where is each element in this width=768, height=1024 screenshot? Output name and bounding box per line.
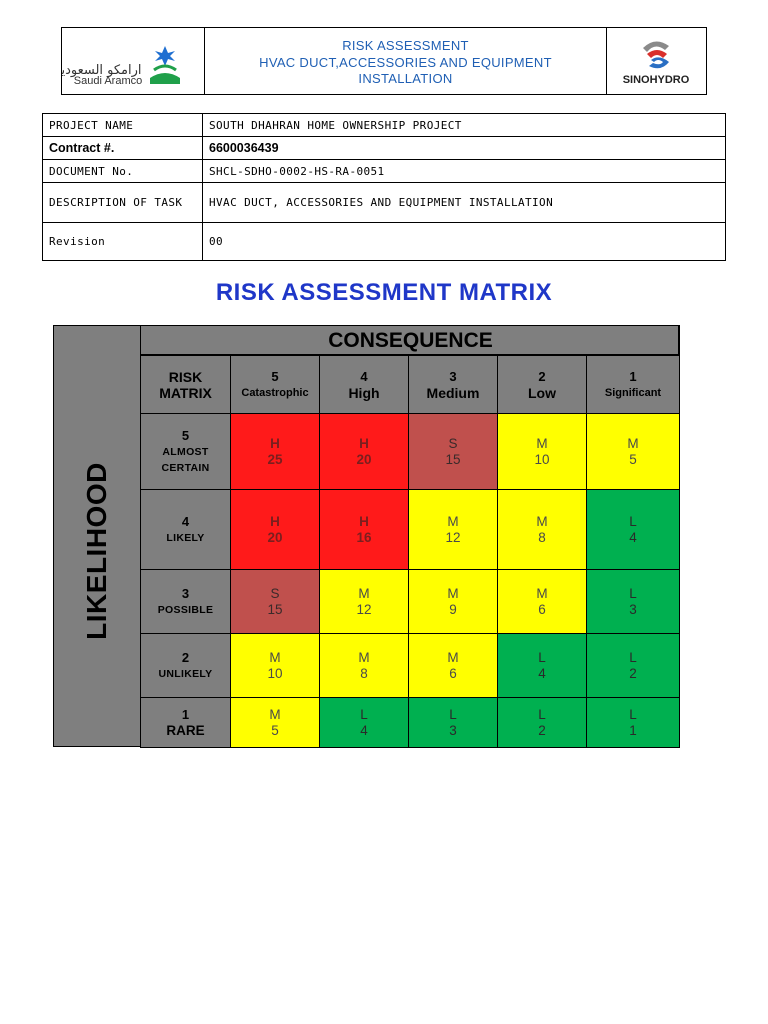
likelihood-row-header (140, 697, 231, 748)
risk-cell-content (498, 586, 586, 618)
risk-score: 12 (356, 601, 372, 617)
consequence-word: Medium (426, 384, 480, 401)
risk-cell-content (231, 707, 319, 739)
risk-cell-content (409, 650, 497, 682)
risk-score: 9 (449, 601, 457, 617)
risk-rating: M (358, 649, 370, 665)
risk-score: 10 (534, 451, 550, 467)
risk-cell (408, 413, 498, 490)
risk-score: 20 (267, 529, 283, 545)
risk-cell (586, 413, 680, 490)
risk-cell-content (409, 586, 497, 618)
risk-cell (586, 569, 680, 634)
consequence-column-header (319, 355, 409, 414)
risk-cell (230, 697, 320, 748)
risk-rating: M (269, 706, 281, 722)
consequence-column-header (497, 355, 587, 414)
risk-cell-content (587, 707, 679, 739)
likelihood-row-header-content (141, 514, 230, 546)
risk-cell (497, 633, 587, 698)
risk-cell-content (587, 586, 679, 618)
info-row (43, 137, 726, 160)
risk-rating: L (538, 706, 546, 722)
risk-cell-content (587, 436, 679, 468)
consequence-word: Significant (604, 386, 662, 399)
risk-score: 4 (360, 722, 368, 738)
likelihood-word: ALMOST (162, 445, 209, 458)
consequence-column-header-content (498, 369, 586, 401)
risk-rating: S (270, 585, 280, 601)
risk-score: 5 (629, 451, 637, 467)
risk-cell (319, 633, 409, 698)
risk-cell-content (409, 436, 497, 468)
likelihood-number: 2 (181, 649, 190, 665)
likelihood-row-header-content (141, 428, 230, 476)
risk-score: 5 (271, 722, 279, 738)
risk-cell-content (320, 436, 408, 468)
consequence-number: 4 (360, 368, 368, 384)
saudi-aramco-logo (62, 28, 205, 94)
risk-cell-content (409, 514, 497, 546)
consequence-word: Low (528, 384, 556, 401)
risk-cell-content (320, 650, 408, 682)
consequence-word: Catastrophic (241, 386, 309, 399)
likelihood-number: 1 (181, 706, 190, 722)
likelihood-row-header-content (141, 707, 230, 739)
likelihood-axis (54, 355, 140, 746)
likelihood-row-header-content (141, 650, 230, 682)
risk-rating: L (629, 585, 637, 601)
risk-cell (497, 413, 587, 490)
risk-cell-content (498, 650, 586, 682)
risk-score: 16 (356, 529, 372, 545)
likelihood-label: LIKELIHOOD (81, 461, 112, 640)
title-line-2: HVAC DUCT,ACCESSORIES AND EQUIPMENT (259, 54, 552, 70)
document-title (205, 38, 606, 88)
risk-rating: M (358, 585, 370, 601)
risk-rating: M (447, 513, 459, 529)
corner-label: MATRIX (159, 384, 212, 401)
svg-text:Saudi Aramco: Saudi Aramco (73, 75, 143, 87)
risk-cell-content (320, 514, 408, 546)
title-line-1: RISK ASSESSMENT (342, 38, 469, 53)
risk-cell (319, 569, 409, 634)
svg-text:SINOHYDRO: SINOHYDRO (622, 74, 690, 86)
risk-cell-content (320, 707, 408, 739)
likelihood-word: CERTAIN (161, 461, 210, 474)
risk-cell (408, 633, 498, 698)
header-edge (678, 326, 680, 355)
risk-matrix-corner (140, 355, 231, 414)
risk-cell (319, 489, 409, 570)
risk-score: 25 (267, 451, 283, 467)
risk-score: 15 (445, 451, 461, 467)
info-label: Contract #. (43, 137, 203, 160)
document-header (61, 27, 707, 95)
consequence-column-header-content (409, 369, 497, 401)
consequence-column-header (586, 355, 680, 414)
svg-text:ارامكو السعودية: ارامكو السعودية (62, 63, 142, 78)
info-value: SOUTH DHAHRAN HOME OWNERSHIP PROJECT (203, 114, 726, 137)
risk-cell (497, 569, 587, 634)
risk-cell-content (231, 436, 319, 468)
consequence-number: 5 (271, 368, 279, 384)
risk-rating: M (627, 435, 639, 451)
risk-rating: L (629, 706, 637, 722)
likelihood-word: RARE (166, 722, 205, 738)
risk-cell (497, 697, 587, 748)
risk-cell (230, 633, 320, 698)
risk-matrix-corner-content (141, 369, 230, 401)
risk-score: 10 (267, 665, 283, 681)
consequence-column-header-content (320, 369, 408, 401)
likelihood-row-header (140, 489, 231, 570)
info-row (43, 114, 726, 137)
info-label: Revision (43, 223, 203, 261)
info-value: SHCL-SDHO-0002-HS-RA-0051 (203, 160, 726, 183)
risk-score: 20 (356, 451, 372, 467)
risk-rating: L (629, 513, 637, 529)
risk-score: 2 (629, 665, 637, 681)
consequence-column-header (408, 355, 498, 414)
consequence-word: High (348, 384, 380, 401)
risk-rating: M (536, 585, 548, 601)
info-row (43, 223, 726, 261)
consequence-column-header-content (587, 369, 679, 401)
info-row (43, 160, 726, 183)
risk-cell (230, 413, 320, 490)
consequence-column-header (230, 355, 320, 414)
risk-cell-content (498, 707, 586, 739)
likelihood-word: POSSIBLE (157, 603, 214, 616)
risk-rating: M (536, 513, 548, 529)
likelihood-row-header (140, 569, 231, 634)
risk-score: 12 (445, 529, 461, 545)
consequence-number: 2 (538, 368, 546, 384)
risk-rating: M (447, 649, 459, 665)
risk-rating: M (447, 585, 459, 601)
risk-score: 1 (629, 722, 637, 738)
title-line-3: INSTALLATION (358, 71, 453, 86)
risk-cell-content (231, 650, 319, 682)
risk-rating: L (538, 649, 546, 665)
likelihood-word: LIKELY (166, 531, 205, 544)
risk-cell (408, 569, 498, 634)
risk-rating: M (269, 649, 281, 665)
info-value: 00 (203, 223, 726, 261)
consequence-number: 1 (629, 368, 637, 384)
likelihood-row-header (140, 413, 231, 490)
risk-cell-content (231, 586, 319, 618)
risk-cell (408, 697, 498, 748)
info-label: PROJECT NAME (43, 114, 203, 137)
risk-score: 8 (538, 529, 546, 545)
risk-rating: M (536, 435, 548, 451)
likelihood-number: 4 (181, 513, 190, 529)
risk-score: 6 (538, 601, 546, 617)
risk-rating: S (448, 435, 458, 451)
risk-cell (319, 413, 409, 490)
risk-score: 6 (449, 665, 457, 681)
risk-cell (319, 697, 409, 748)
consequence-header (140, 326, 680, 355)
risk-cell (586, 633, 680, 698)
likelihood-word: UNLIKELY (158, 667, 213, 680)
info-label: DOCUMENT No. (43, 160, 203, 183)
info-value: HVAC DUCT, ACCESSORIES AND EQUIPMENT INSTALLATION (203, 183, 726, 223)
risk-score: 3 (629, 601, 637, 617)
info-value: 6600036439 (203, 137, 726, 160)
risk-rating: H (359, 513, 369, 529)
risk-cell-content (498, 436, 586, 468)
risk-rating: L (629, 649, 637, 665)
likelihood-row-header (140, 633, 231, 698)
risk-cell (230, 489, 320, 570)
likelihood-number: 3 (181, 585, 190, 601)
risk-cell (408, 489, 498, 570)
project-info-table (42, 113, 726, 261)
risk-rating: L (449, 706, 457, 722)
sinohydro-logo (606, 28, 706, 94)
info-row (43, 183, 726, 223)
likelihood-number: 5 (181, 427, 190, 443)
risk-cell (586, 697, 680, 748)
risk-cell-content (587, 650, 679, 682)
consequence-label: CONSEQUENCE (328, 329, 493, 352)
risk-cell-content (409, 707, 497, 739)
risk-score: 3 (449, 722, 457, 738)
risk-cell-content (498, 514, 586, 546)
risk-cell (497, 489, 587, 570)
consequence-number: 3 (449, 368, 457, 384)
risk-cell-content (231, 514, 319, 546)
risk-cell (230, 569, 320, 634)
risk-cell-content (320, 586, 408, 618)
risk-cell-content (587, 514, 679, 546)
risk-score: 8 (360, 665, 368, 681)
risk-score: 4 (538, 665, 546, 681)
risk-score: 4 (629, 529, 637, 545)
risk-rating: H (270, 435, 280, 451)
risk-rating: L (360, 706, 368, 722)
corner-label: RISK (168, 368, 203, 385)
risk-rating: H (270, 513, 280, 529)
consequence-column-header-content (231, 369, 319, 401)
risk-matrix (53, 325, 680, 747)
risk-rating: H (359, 435, 369, 451)
risk-score: 2 (538, 722, 546, 738)
matrix-title: RISK ASSESSMENT MATRIX (215, 279, 553, 306)
likelihood-row-header-content (141, 586, 230, 618)
risk-cell (586, 489, 680, 570)
risk-score: 15 (267, 601, 283, 617)
info-label: DESCRIPTION OF TASK (43, 183, 203, 223)
